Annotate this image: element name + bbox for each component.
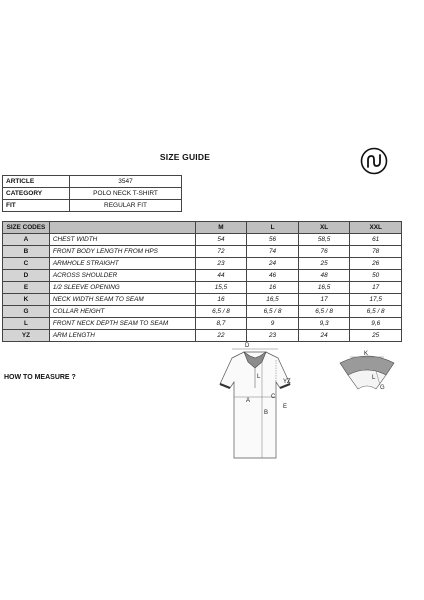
label-collar-l: L — [372, 375, 376, 381]
measurement-value: 6,5 / 8 — [350, 306, 402, 318]
measurement-code: A — [3, 234, 50, 246]
measurement-code: D — [3, 270, 50, 282]
measurement-code: G — [3, 306, 50, 318]
measurement-value: 8,7 — [195, 318, 247, 330]
measurement-description: FRONT NECK DEPTH SEAM TO SEAM — [49, 318, 195, 330]
how-to-measure-heading: HOW TO MEASURE ? — [4, 374, 76, 381]
measurement-description: FRONT BODY LENGTH FROM HPS — [49, 246, 195, 258]
label-d: D — [245, 343, 250, 349]
measurement-value: 15,5 — [195, 282, 247, 294]
size-row — [3, 318, 402, 330]
label-l: L — [257, 374, 261, 380]
measurement-description: COLLAR HEIGHT — [49, 306, 195, 318]
measurement-value: 72 — [195, 246, 247, 258]
measurement-value: 16 — [195, 294, 247, 306]
measurement-description: ARM LENGTH — [49, 330, 195, 342]
measurement-value: 56 — [247, 234, 299, 246]
measurement-value: 9 — [247, 318, 299, 330]
measurement-value: 78 — [350, 246, 402, 258]
measurement-code: B — [3, 246, 50, 258]
measurement-value: 6,5 / 8 — [298, 306, 350, 318]
measurement-value: 6,5 / 8 — [195, 306, 247, 318]
size-row — [3, 246, 402, 258]
measurement-value: 61 — [350, 234, 402, 246]
measurement-value: 50 — [350, 270, 402, 282]
measurement-value: 54 — [195, 234, 247, 246]
size-header-row — [3, 222, 402, 234]
measurement-code: K — [3, 294, 50, 306]
size-row — [3, 282, 402, 294]
measurement-value: 16 — [247, 282, 299, 294]
collar-detail-diagram — [334, 345, 400, 395]
measurement-value: 25 — [350, 330, 402, 342]
size-row — [3, 258, 402, 270]
measurement-value: 9,6 — [350, 318, 402, 330]
measurement-value: 25 — [298, 258, 350, 270]
measurement-code: YZ — [3, 330, 50, 342]
measurement-value: 46 — [247, 270, 299, 282]
size-row — [3, 270, 402, 282]
page-title: SIZE GUIDE — [159, 152, 211, 162]
measurement-value: 48 — [298, 270, 350, 282]
measurement-description: NECK WIDTH SEAM TO SEAM — [49, 294, 195, 306]
measurement-value: 22 — [195, 330, 247, 342]
label-c: C — [271, 394, 276, 400]
info-row — [3, 176, 182, 188]
measurement-value: 17 — [298, 294, 350, 306]
measurement-value: 24 — [298, 330, 350, 342]
measurement-value: 6,5 / 8 — [247, 306, 299, 318]
measurement-value: 26 — [350, 258, 402, 270]
info-key: ARTICLE — [3, 176, 70, 188]
measurement-value: 23 — [195, 258, 247, 270]
brand-logo-icon — [360, 147, 388, 175]
label-k: K — [364, 351, 369, 357]
measurement-description: ARMHOLE STRAIGHT — [49, 258, 195, 270]
size-header-l: L — [247, 222, 299, 234]
size-row — [3, 306, 402, 318]
measurement-value: 74 — [247, 246, 299, 258]
measurement-description: 1/2 SLEEVE OPENING — [49, 282, 195, 294]
info-key: CATEGORY — [3, 188, 70, 200]
measurement-value: 9,3 — [298, 318, 350, 330]
measurement-description: ACROSS SHOULDER — [49, 270, 195, 282]
label-b: B — [264, 410, 269, 416]
label-yz: YZ — [283, 379, 291, 385]
info-value: 3547 — [70, 176, 182, 188]
size-row — [3, 234, 402, 246]
size-header-m: M — [195, 222, 247, 234]
size-chart-table — [2, 221, 402, 342]
measurement-value: 58,5 — [298, 234, 350, 246]
measurement-value: 17 — [350, 282, 402, 294]
measurement-value: 17,5 — [350, 294, 402, 306]
measurement-value: 16,5 — [247, 294, 299, 306]
info-value: REGULAR FIT — [70, 200, 182, 212]
info-key: FIT — [3, 200, 70, 212]
label-g: G — [380, 385, 385, 391]
info-row — [3, 188, 182, 200]
label-a: A — [246, 398, 251, 404]
size-row — [3, 330, 402, 342]
size-header-xxl: XXL — [350, 222, 402, 234]
info-row — [3, 200, 182, 212]
measurement-description: CHEST WIDTH — [49, 234, 195, 246]
size-header-xl: XL — [298, 222, 350, 234]
measurement-code: C — [3, 258, 50, 270]
measurement-value: 16,5 — [298, 282, 350, 294]
description-header — [49, 222, 195, 234]
info-value: POLO NECK T-SHIRT — [70, 188, 182, 200]
measurement-code: E — [3, 282, 50, 294]
measurement-value: 76 — [298, 246, 350, 258]
size-codes-header: SIZE CODES — [3, 222, 50, 234]
size-row — [3, 294, 402, 306]
polo-shirt-diagram — [210, 340, 300, 465]
measurement-value: 23 — [247, 330, 299, 342]
measurement-code: L — [3, 318, 50, 330]
article-info-table — [2, 175, 182, 212]
measurement-value: 44 — [195, 270, 247, 282]
label-e: E — [283, 404, 288, 410]
measurement-value: 24 — [247, 258, 299, 270]
